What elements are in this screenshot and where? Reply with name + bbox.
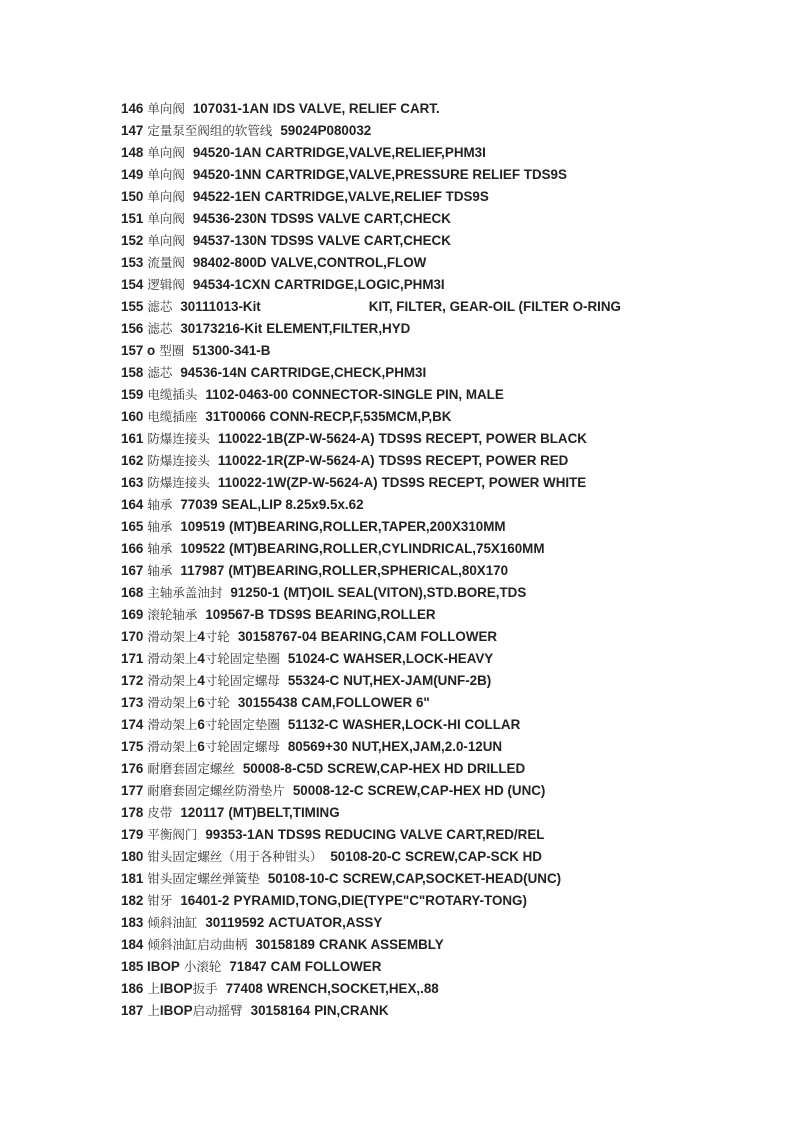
part-name: 防爆连接头 bbox=[147, 475, 210, 490]
part-code: 31T00066 bbox=[205, 409, 266, 424]
part-code: 94537-130N bbox=[192, 233, 267, 248]
part-code: 1102-0463-00 bbox=[205, 387, 289, 402]
part-name: 上 bbox=[147, 981, 160, 996]
part-name: 轴承 bbox=[147, 497, 173, 512]
part-code: 51024-C bbox=[287, 651, 340, 666]
part-description: TDS9S VALVE CART,CHECK bbox=[270, 211, 451, 226]
part-code: 30119592 bbox=[205, 915, 265, 930]
part-name-suffix: 寸轮固定螺母 bbox=[204, 739, 280, 754]
part-row bbox=[121, 362, 781, 384]
part-row bbox=[121, 98, 781, 120]
part-description: CARTRIDGE,VALVE,RELIEF TDS9S bbox=[264, 189, 489, 204]
part-number: 169 bbox=[121, 607, 144, 622]
part-row bbox=[121, 318, 781, 340]
part-code: 94520-1NN bbox=[192, 167, 262, 182]
part-row bbox=[121, 450, 781, 472]
part-number: 183 bbox=[121, 915, 144, 930]
part-code: 94534-1CXN bbox=[192, 277, 271, 292]
part-code: 30173216-Kit bbox=[180, 321, 263, 336]
part-description: CRANK ASSEMBLY bbox=[318, 937, 444, 952]
part-row bbox=[121, 670, 781, 692]
part-name-suffix: 启动摇臂 bbox=[192, 1003, 243, 1018]
part-name: 单向阀 bbox=[147, 211, 185, 226]
part-name-suffix: 寸轮固定垫圈 bbox=[204, 651, 280, 666]
part-name: 滑动架上 bbox=[147, 673, 198, 688]
part-number: 149 bbox=[121, 167, 144, 182]
part-description: SCREW,CAP,SOCKET-HEAD(UNC) bbox=[342, 871, 562, 886]
part-row bbox=[121, 252, 781, 274]
part-name-emphasis: 4 bbox=[197, 651, 205, 666]
part-code: 120117 bbox=[180, 805, 225, 820]
part-name: 主轴承盖油封 bbox=[147, 585, 223, 600]
part-name: 滤芯 bbox=[147, 365, 173, 380]
part-description: CARTRIDGE,CHECK,PHM3I bbox=[250, 365, 427, 380]
part-code: 98402-800D bbox=[192, 255, 267, 270]
part-name-suffix: 扳手 bbox=[192, 981, 218, 996]
part-description: TDS9S REDUCING VALVE CART,RED/REL bbox=[277, 827, 545, 842]
part-code: 50008-8-C5D bbox=[242, 761, 324, 776]
part-code: 107031-1AN bbox=[192, 101, 269, 116]
part-description: CARTRIDGE,LOGIC,PHM3I bbox=[274, 277, 445, 292]
part-row bbox=[121, 802, 781, 824]
part-code: 77408 bbox=[225, 981, 263, 996]
part-description: CARTRIDGE,VALVE,RELIEF,PHM3I bbox=[265, 145, 486, 160]
part-description: TDS9S RECEPT, POWER WHITE bbox=[381, 475, 587, 490]
part-number: 152 bbox=[121, 233, 144, 248]
part-description: CONN-RECP,F,535MCM,P,BK bbox=[269, 409, 452, 424]
part-code: 117987 bbox=[180, 563, 225, 578]
part-row bbox=[121, 230, 781, 252]
part-name: 皮带 bbox=[147, 805, 173, 820]
part-name-emphasis: IBOP bbox=[159, 1003, 193, 1018]
part-name: 单向阀 bbox=[147, 167, 185, 182]
part-number: 180 bbox=[121, 849, 144, 864]
part-description: CONNECTOR-SINGLE PIN, MALE bbox=[292, 387, 504, 402]
part-number: 157 o bbox=[121, 343, 156, 358]
part-number: 154 bbox=[121, 277, 144, 292]
part-description: NUT,HEX-JAM(UNF-2B) bbox=[343, 673, 492, 688]
part-name: 钳头固定螺丝弹簧垫 bbox=[147, 871, 260, 886]
part-row bbox=[121, 912, 781, 934]
part-row bbox=[121, 208, 781, 230]
part-name: 单向阀 bbox=[147, 145, 185, 160]
part-description: (MT)BEARING,ROLLER,TAPER,200X310MM bbox=[229, 519, 506, 534]
part-row bbox=[121, 978, 781, 1000]
part-row bbox=[121, 384, 781, 406]
part-row bbox=[121, 494, 781, 516]
part-row bbox=[121, 934, 781, 956]
part-number: 184 bbox=[121, 937, 144, 952]
part-code: 30155438 bbox=[237, 695, 298, 710]
part-name: 逻辑阀 bbox=[147, 277, 185, 292]
part-number: 159 bbox=[121, 387, 144, 402]
part-code: 110022-1W(ZP-W-5624-A) bbox=[217, 475, 378, 490]
part-number: 148 bbox=[121, 145, 144, 160]
part-description: CARTRIDGE,VALVE,PRESSURE RELIEF TDS9S bbox=[265, 167, 567, 182]
part-name-emphasis: 6 bbox=[197, 717, 205, 732]
part-description: TDS9S RECEPT, POWER BLACK bbox=[378, 431, 587, 446]
part-number: 166 bbox=[121, 541, 144, 556]
part-code: 51300-341-B bbox=[192, 343, 271, 358]
part-name: 小滚轮 bbox=[183, 959, 222, 974]
part-name-emphasis: 6 bbox=[197, 739, 205, 754]
part-code: 109567-B bbox=[205, 607, 265, 622]
part-code: 110022-1R(ZP-W-5624-A) bbox=[217, 453, 375, 468]
part-description: (MT)BEARING,ROLLER,CYLINDRICAL,75X160MM bbox=[229, 541, 545, 556]
part-name: 滤芯 bbox=[147, 321, 173, 336]
part-name: 滤芯 bbox=[147, 299, 173, 314]
part-name-emphasis: 6 bbox=[197, 695, 205, 710]
part-description: TDS9S RECEPT, POWER RED bbox=[378, 453, 569, 468]
part-number: 182 bbox=[121, 893, 144, 908]
part-row bbox=[121, 846, 781, 868]
part-number: 179 bbox=[121, 827, 144, 842]
part-code: 80569+30 bbox=[287, 739, 348, 754]
part-row bbox=[121, 626, 781, 648]
parts-list bbox=[121, 98, 781, 1022]
part-name-suffix: 寸轮 bbox=[204, 695, 230, 710]
part-number: 147 bbox=[121, 123, 144, 138]
part-name: 流量阀 bbox=[147, 255, 185, 270]
part-number: 176 bbox=[121, 761, 144, 776]
part-number: 175 bbox=[121, 739, 144, 754]
part-code: 94520-1AN bbox=[192, 145, 262, 160]
part-code: 94536-14N bbox=[180, 365, 247, 380]
part-description: KIT, FILTER, GEAR-OIL (FILTER O-RING bbox=[368, 299, 621, 314]
part-number: 177 bbox=[121, 783, 144, 798]
part-number: 171 bbox=[121, 651, 144, 666]
part-number: 158 bbox=[121, 365, 144, 380]
part-row bbox=[121, 1000, 781, 1022]
part-description: CAM FOLLOWER bbox=[270, 959, 382, 974]
part-row bbox=[121, 692, 781, 714]
part-description: SCREW,CAP-HEX HD (UNC) bbox=[367, 783, 546, 798]
part-description: CAM,FOLLOWER 6" bbox=[301, 695, 430, 710]
part-row bbox=[121, 296, 781, 318]
part-row bbox=[121, 780, 781, 802]
part-code: 30158189 bbox=[255, 937, 315, 952]
part-name: 防爆连接头 bbox=[147, 453, 210, 468]
part-name: 耐磨套固定螺丝防滑垫片 bbox=[147, 783, 285, 798]
part-number: 155 bbox=[121, 299, 144, 314]
part-description: ELEMENT,FILTER,HYD bbox=[266, 321, 411, 336]
part-name: 定量泵至阀组的软管线 bbox=[147, 123, 273, 138]
part-name: 平衡阀门 bbox=[147, 827, 198, 842]
part-number: 172 bbox=[121, 673, 144, 688]
part-row bbox=[121, 428, 781, 450]
part-code: 55324-C bbox=[287, 673, 340, 688]
part-number: 153 bbox=[121, 255, 144, 270]
part-name: 电缆插头 bbox=[147, 387, 198, 402]
part-code: 99353-1AN bbox=[205, 827, 274, 842]
part-name: 单向阀 bbox=[147, 101, 185, 116]
part-description: WASHER,LOCK-HI COLLAR bbox=[342, 717, 521, 732]
part-name: 电缆插座 bbox=[147, 409, 198, 424]
part-name-emphasis: 4 bbox=[197, 673, 205, 688]
part-number: 173 bbox=[121, 695, 144, 710]
part-name: 型圈 bbox=[159, 343, 185, 358]
part-row bbox=[121, 516, 781, 538]
part-number: 165 bbox=[121, 519, 144, 534]
part-number: 162 bbox=[121, 453, 144, 468]
part-description: VALVE,CONTROL,FLOW bbox=[270, 255, 427, 270]
part-name: 耐磨套固定螺丝 bbox=[147, 761, 235, 776]
part-code: 50108-20-C bbox=[330, 849, 402, 864]
part-name: 单向阀 bbox=[147, 189, 185, 204]
part-code: 91250-1 bbox=[230, 585, 280, 600]
part-code: 109522 bbox=[180, 541, 226, 556]
part-description: SEAL,LIP 8.25x9.5x.62 bbox=[221, 497, 364, 512]
part-description: BEARING,CAM FOLLOWER bbox=[320, 629, 498, 644]
part-row bbox=[121, 758, 781, 780]
part-name: 滑动架上 bbox=[147, 695, 198, 710]
part-description: WAHSER,LOCK-HEAVY bbox=[343, 651, 494, 666]
part-description: SCREW,CAP-SCK HD bbox=[405, 849, 542, 864]
part-description: (MT)BEARING,ROLLER,SPHERICAL,80X170 bbox=[228, 563, 509, 578]
part-code: 59024P080032 bbox=[280, 123, 372, 138]
part-number: 185 IBOP bbox=[121, 959, 180, 974]
part-name: 上 bbox=[147, 1003, 160, 1018]
part-row bbox=[121, 472, 781, 494]
part-row bbox=[121, 164, 781, 186]
part-code: 94536-230N bbox=[192, 211, 267, 226]
part-name: 滑动架上 bbox=[147, 651, 198, 666]
part-number: 161 bbox=[121, 431, 144, 446]
part-code: 110022-1B(ZP-W-5624-A) bbox=[217, 431, 375, 446]
part-description: TDS9S VALVE CART,CHECK bbox=[270, 233, 451, 248]
part-row bbox=[121, 538, 781, 560]
part-row bbox=[121, 868, 781, 890]
part-row bbox=[121, 560, 781, 582]
part-name-emphasis: IBOP bbox=[159, 981, 193, 996]
part-code: 109519 bbox=[180, 519, 226, 534]
part-number: 170 bbox=[121, 629, 144, 644]
part-description: ACTUATOR,ASSY bbox=[268, 915, 383, 930]
part-row bbox=[121, 406, 781, 428]
part-name: 倾斜油缸 bbox=[147, 915, 198, 930]
part-name: 滑动架上 bbox=[147, 717, 198, 732]
part-number: 151 bbox=[121, 211, 144, 226]
part-number: 181 bbox=[121, 871, 144, 886]
part-number: 186 bbox=[121, 981, 144, 996]
part-row bbox=[121, 274, 781, 296]
part-number: 174 bbox=[121, 717, 144, 732]
part-name: 轴承 bbox=[147, 541, 173, 556]
part-description: (MT)BELT,TIMING bbox=[228, 805, 340, 820]
part-name: 钳头固定螺丝（用于各种钳头） bbox=[147, 849, 323, 864]
part-row bbox=[121, 824, 781, 846]
part-number: 178 bbox=[121, 805, 144, 820]
part-row bbox=[121, 714, 781, 736]
part-description: IDS VALVE, RELIEF CART. bbox=[272, 101, 440, 116]
part-name: 滑动架上 bbox=[147, 739, 198, 754]
part-code: 50108-10-C bbox=[267, 871, 339, 886]
part-name: 防爆连接头 bbox=[147, 431, 210, 446]
part-code: 16401-2 bbox=[180, 893, 230, 908]
part-row bbox=[121, 604, 781, 626]
part-code: 51132-C bbox=[287, 717, 339, 732]
part-code: 30158164 bbox=[250, 1003, 311, 1018]
part-row bbox=[121, 142, 781, 164]
part-name: 轴承 bbox=[147, 519, 173, 534]
part-name: 滑动架上 bbox=[147, 629, 198, 644]
part-description: WRENCH,SOCKET,HEX,.88 bbox=[266, 981, 439, 996]
part-row bbox=[121, 186, 781, 208]
part-name-emphasis: 4 bbox=[197, 629, 205, 644]
part-row bbox=[121, 120, 781, 142]
part-code: 30111013-Kit bbox=[180, 299, 261, 314]
part-number: 187 bbox=[121, 1003, 144, 1018]
part-code: 71847 bbox=[229, 959, 267, 974]
part-name: 轴承 bbox=[147, 563, 173, 578]
part-name-suffix: 寸轮 bbox=[204, 629, 230, 644]
part-description: PYRAMID,TONG,DIE(TYPE"C"ROTARY-TONG) bbox=[233, 893, 527, 908]
part-number: 150 bbox=[121, 189, 144, 204]
part-name: 倾斜油缸启动曲柄 bbox=[147, 937, 248, 952]
part-row bbox=[121, 648, 781, 670]
part-row bbox=[121, 956, 781, 978]
part-row bbox=[121, 736, 781, 758]
part-name-suffix: 寸轮固定垫圈 bbox=[204, 717, 280, 732]
part-number: 146 bbox=[121, 101, 144, 116]
part-description: PIN,CRANK bbox=[314, 1003, 389, 1018]
part-code: 77039 bbox=[180, 497, 218, 512]
part-description: SCREW,CAP-HEX HD DRILLED bbox=[327, 761, 526, 776]
part-row bbox=[121, 582, 781, 604]
part-name: 钳牙 bbox=[147, 893, 173, 908]
part-row bbox=[121, 890, 781, 912]
part-number: 160 bbox=[121, 409, 144, 424]
part-number: 163 bbox=[121, 475, 144, 490]
part-number: 167 bbox=[121, 563, 144, 578]
part-code: 94522-1EN bbox=[192, 189, 261, 204]
part-number: 164 bbox=[121, 497, 144, 512]
part-row bbox=[121, 340, 781, 362]
part-code: 30158767-04 bbox=[237, 629, 317, 644]
part-name: 单向阀 bbox=[147, 233, 185, 248]
part-name: 滚轮轴承 bbox=[147, 607, 198, 622]
part-description: TDS9S BEARING,ROLLER bbox=[268, 607, 436, 622]
part-name-suffix: 寸轮固定螺母 bbox=[204, 673, 280, 688]
part-number: 168 bbox=[121, 585, 144, 600]
part-description: NUT,HEX,JAM,2.0-12UN bbox=[351, 739, 503, 754]
part-number: 156 bbox=[121, 321, 144, 336]
part-description: (MT)OIL SEAL(VITON),STD.BORE,TDS bbox=[283, 585, 527, 600]
part-code: 50008-12-C bbox=[292, 783, 364, 798]
